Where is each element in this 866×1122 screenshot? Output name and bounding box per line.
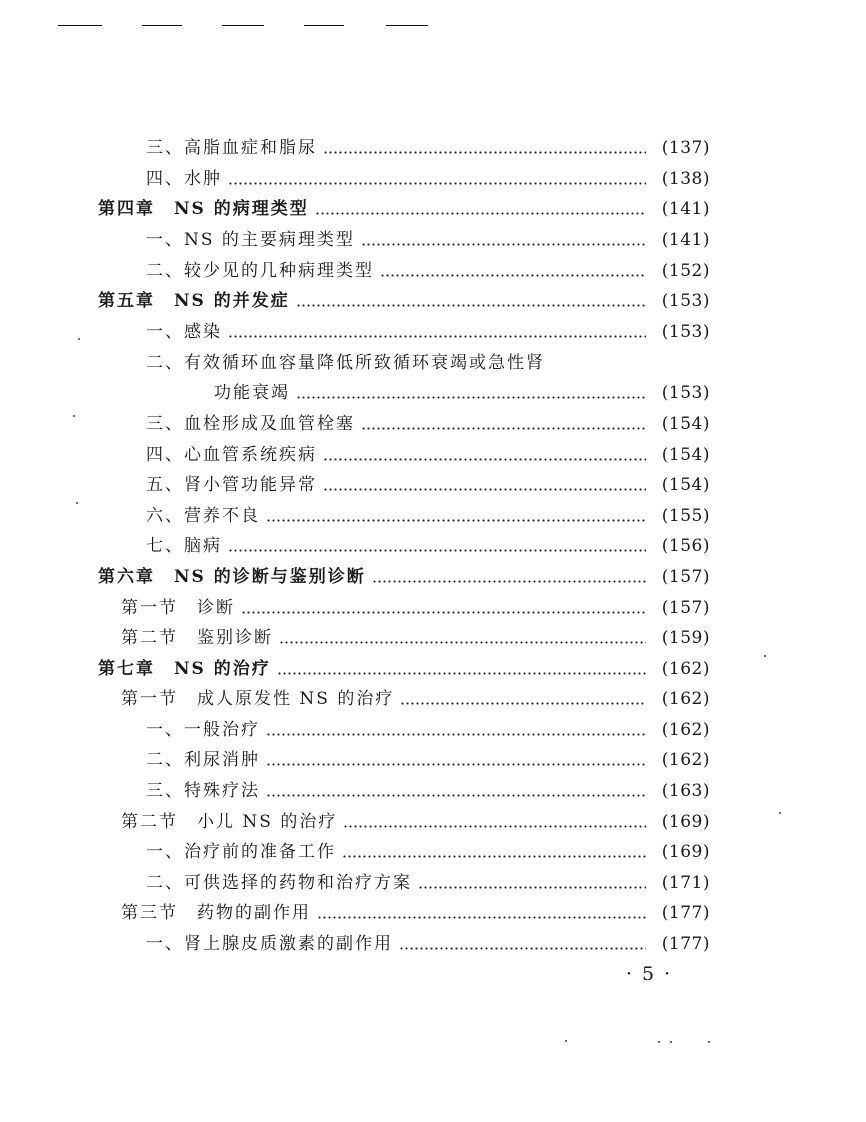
toc-entry[interactable] bbox=[146, 711, 710, 741]
dot-leader bbox=[279, 629, 646, 645]
toc-chapter-title: 第六章 NS 的诊断与鉴别诊断 bbox=[98, 567, 366, 587]
toc-section-page: (157) bbox=[661, 598, 710, 618]
toc-entry[interactable] bbox=[146, 925, 710, 955]
toc-entry-title: 一、NS 的主要病理类型 bbox=[146, 230, 355, 250]
toc-section[interactable] bbox=[121, 680, 710, 710]
header-rule bbox=[58, 25, 102, 26]
toc-section-title: 第一节 成人原发性 NS 的治疗 bbox=[121, 689, 395, 709]
toc-entry-title: 二、较少见的几种病理类型 bbox=[146, 261, 374, 281]
scan-speck bbox=[764, 655, 766, 657]
toc-entry-title: 功能衰竭 bbox=[214, 383, 290, 403]
toc-entry[interactable] bbox=[146, 864, 710, 894]
scan-speck bbox=[78, 338, 80, 340]
toc-entry[interactable] bbox=[146, 129, 710, 159]
dot-leader bbox=[323, 139, 646, 155]
toc-chapter[interactable] bbox=[98, 650, 710, 680]
toc-entry[interactable] bbox=[146, 527, 710, 557]
toc-entry[interactable] bbox=[146, 497, 710, 527]
toc-chapter[interactable] bbox=[98, 558, 710, 588]
toc-entry-page: (154) bbox=[661, 475, 710, 495]
dot-leader bbox=[361, 415, 646, 431]
toc-entry-page: (152) bbox=[661, 261, 710, 281]
toc-entry-page: (162) bbox=[661, 720, 710, 740]
toc-entry-title: 一、一般治疗 bbox=[146, 720, 260, 740]
scan-speck bbox=[565, 1040, 567, 1042]
toc-entry-page: (154) bbox=[661, 445, 710, 465]
toc-entry-title: 一、感染 bbox=[146, 322, 222, 342]
toc-entry-page: (156) bbox=[661, 536, 710, 556]
dot-leader bbox=[277, 660, 646, 676]
toc-entry-title: 二、有效循环血容量降低所致循环衰竭或急性肾 bbox=[146, 353, 545, 373]
toc-section-page: (177) bbox=[661, 903, 710, 923]
dot-leader bbox=[317, 904, 646, 920]
scan-speck bbox=[658, 1041, 660, 1043]
dot-leader bbox=[228, 537, 646, 553]
toc-entry-title: 四、心血管系统疾病 bbox=[146, 445, 317, 465]
toc-chapter-page: (141) bbox=[661, 199, 710, 219]
scan-speck bbox=[708, 1041, 710, 1043]
toc-chapter-title: 第四章 NS 的病理类型 bbox=[98, 199, 309, 219]
toc-entry-title: 三、特殊疗法 bbox=[146, 781, 260, 801]
toc-entry-title: 三、血栓形成及血管栓塞 bbox=[146, 414, 355, 434]
toc-entry-page: (162) bbox=[661, 750, 710, 770]
dot-leader bbox=[399, 935, 646, 951]
toc-entry-page: (153) bbox=[661, 383, 710, 403]
header-rule bbox=[142, 25, 182, 26]
toc-entry-title: 一、治疗前的准备工作 bbox=[146, 842, 336, 862]
dot-leader bbox=[266, 507, 646, 523]
toc-chapter-page: (162) bbox=[661, 659, 710, 679]
toc-chapter[interactable] bbox=[98, 190, 710, 220]
page-number: · 5 · bbox=[625, 963, 673, 985]
toc-section-page: (159) bbox=[661, 628, 710, 648]
toc-entry[interactable] bbox=[146, 313, 710, 343]
toc-entry-title: 四、水肿 bbox=[146, 169, 222, 189]
toc-entry-page: (171) bbox=[661, 873, 710, 893]
toc-entry-title: 三、高脂血症和脂尿 bbox=[146, 138, 317, 158]
toc-chapter-page: (153) bbox=[661, 291, 710, 311]
dot-leader bbox=[296, 292, 646, 308]
toc-entry-page: (177) bbox=[661, 934, 710, 954]
toc-entry[interactable] bbox=[146, 833, 710, 863]
scan-speck bbox=[76, 502, 78, 504]
toc-entry-page: (169) bbox=[661, 842, 710, 862]
toc-entry-continuation[interactable] bbox=[214, 374, 710, 404]
dot-leader bbox=[266, 751, 646, 767]
dot-leader bbox=[323, 476, 646, 492]
toc-entry-title: 六、营养不良 bbox=[146, 506, 260, 526]
dot-leader bbox=[241, 599, 646, 615]
toc-entry[interactable] bbox=[146, 344, 651, 374]
toc-entry[interactable] bbox=[146, 405, 710, 435]
toc-section[interactable] bbox=[121, 619, 710, 649]
dot-leader bbox=[342, 843, 646, 859]
toc-section-title: 第三节 药物的副作用 bbox=[121, 903, 311, 923]
toc-entry[interactable] bbox=[146, 772, 710, 802]
toc-chapter-title: 第五章 NS 的并发症 bbox=[98, 291, 290, 311]
toc-section-page: (169) bbox=[661, 812, 710, 832]
dot-leader bbox=[361, 231, 646, 247]
toc-entry-title: 七、脑病 bbox=[146, 536, 222, 556]
toc-entry-title: 二、可供选择的药物和治疗方案 bbox=[146, 873, 412, 893]
toc-entry-title: 一、肾上腺皮质激素的副作用 bbox=[146, 934, 393, 954]
scan-speck bbox=[670, 1041, 672, 1043]
dot-leader bbox=[228, 323, 646, 339]
toc-section[interactable] bbox=[121, 589, 710, 619]
header-rule bbox=[222, 25, 264, 26]
dot-leader bbox=[315, 200, 646, 216]
toc-section[interactable] bbox=[121, 894, 710, 924]
toc-chapter-page: (157) bbox=[661, 567, 710, 587]
toc-entry-page: (155) bbox=[661, 506, 710, 526]
toc-section-title: 第二节 鉴别诊断 bbox=[121, 628, 273, 648]
dot-leader bbox=[266, 721, 646, 737]
toc-entry-page: (137) bbox=[661, 138, 710, 158]
dot-leader bbox=[266, 782, 646, 798]
header-rule bbox=[386, 25, 428, 26]
dot-leader bbox=[418, 874, 646, 890]
toc-section-page: (162) bbox=[661, 689, 710, 709]
toc-entry[interactable] bbox=[146, 221, 710, 251]
dot-leader bbox=[228, 170, 646, 186]
dot-leader bbox=[400, 690, 646, 706]
dot-leader bbox=[343, 813, 646, 829]
dot-leader bbox=[323, 446, 646, 462]
toc-entry[interactable] bbox=[146, 252, 710, 282]
scan-speck bbox=[73, 415, 75, 417]
toc-entry[interactable] bbox=[146, 466, 710, 496]
toc-section-title: 第一节 诊断 bbox=[121, 598, 235, 618]
scan-speck bbox=[779, 812, 781, 814]
toc-entry-page: (163) bbox=[661, 781, 710, 801]
toc-section[interactable] bbox=[121, 803, 710, 833]
toc-chapter[interactable] bbox=[98, 282, 710, 312]
header-rule bbox=[304, 25, 344, 26]
dot-leader bbox=[372, 568, 646, 584]
toc-entry-page: (153) bbox=[661, 322, 710, 342]
toc-entry-title: 五、肾小管功能异常 bbox=[146, 475, 317, 495]
toc-entry-title: 二、利尿消肿 bbox=[146, 750, 260, 770]
dot-leader bbox=[296, 384, 646, 400]
dot-leader bbox=[380, 262, 646, 278]
toc-entry-page: (141) bbox=[661, 230, 710, 250]
toc-entry[interactable] bbox=[146, 436, 710, 466]
toc-entry[interactable] bbox=[146, 741, 710, 771]
toc-chapter-title: 第七章 NS 的治疗 bbox=[98, 659, 271, 679]
toc-entry-page: (138) bbox=[661, 169, 710, 189]
toc-entry[interactable] bbox=[146, 160, 710, 190]
toc-section-title: 第二节 小儿 NS 的治疗 bbox=[121, 812, 338, 832]
toc-entry-page: (154) bbox=[661, 414, 710, 434]
